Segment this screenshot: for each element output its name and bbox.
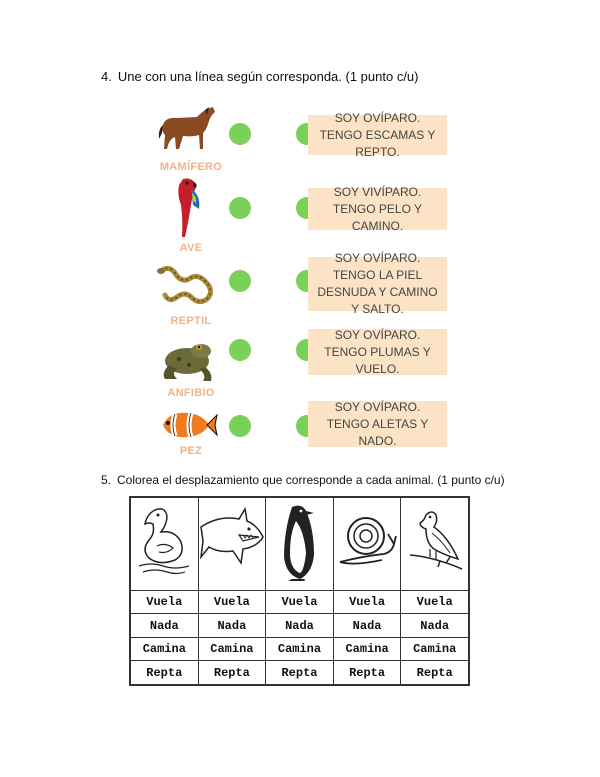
- animal-label: MAMÍFERO: [159, 161, 223, 173]
- match-row: [151, 103, 457, 173]
- locomotion-table: [129, 496, 470, 686]
- question-number: 4.: [101, 69, 112, 84]
- description-box: SOY OVÍPARO. TENGO ALETAS Y NADO.: [308, 401, 447, 447]
- snail-icon: [333, 498, 401, 591]
- option-cell[interactable]: Repta: [401, 661, 469, 685]
- parrot-icon: [155, 175, 219, 233]
- option-row-nada: [131, 614, 469, 638]
- match-dot-left[interactable]: [229, 415, 251, 437]
- option-cell[interactable]: Camina: [131, 637, 199, 661]
- animal-label: ANFIBIO: [167, 387, 215, 399]
- option-cell[interactable]: Nada: [131, 614, 199, 638]
- option-cell[interactable]: Repta: [266, 661, 334, 685]
- match-row: [151, 327, 457, 397]
- option-cell[interactable]: Nada: [333, 614, 401, 638]
- match-row: [151, 175, 457, 254]
- match-dot-left[interactable]: [229, 123, 251, 145]
- option-cell[interactable]: Repta: [131, 661, 199, 685]
- description-box: SOY OVÍPARO. TENGO LA PIEL DESNUDA Y CAMINO Y SALTO.: [308, 257, 447, 311]
- option-row-camina: [131, 637, 469, 661]
- question-instruction: Une con una línea según corresponda. (1 punto c/u): [117, 69, 419, 84]
- question-5-title: [101, 473, 505, 487]
- option-cell[interactable]: Vuela: [401, 590, 469, 614]
- animal-label: PEZ: [179, 445, 203, 457]
- animal-label: AVE: [179, 242, 203, 254]
- option-cell[interactable]: Nada: [266, 614, 334, 638]
- option-cell[interactable]: Vuela: [333, 590, 401, 614]
- horse-icon: [155, 103, 219, 161]
- match-dot-left[interactable]: [229, 270, 251, 292]
- description-box: SOY OVÍPARO. TENGO PLUMAS Y VUELO.: [308, 329, 447, 375]
- animal-label: REPTIL: [170, 315, 212, 327]
- matching-panel: [151, 95, 457, 462]
- question-4-title: [101, 69, 419, 84]
- option-cell[interactable]: Nada: [198, 614, 266, 638]
- option-cell[interactable]: Nada: [401, 614, 469, 638]
- match-dot-left[interactable]: [229, 197, 251, 219]
- question-number: 5.: [101, 473, 112, 487]
- duck-icon: [131, 498, 199, 591]
- description-box: SOY OVÍPARO. TENGO ESCAMAS Y REPTO.: [308, 115, 447, 155]
- match-dot-left[interactable]: [229, 339, 251, 361]
- animal-pictures-row: [131, 498, 469, 591]
- match-row: [151, 251, 457, 327]
- option-cell[interactable]: Repta: [333, 661, 401, 685]
- penguin-icon: [266, 498, 334, 591]
- option-cell[interactable]: Camina: [333, 637, 401, 661]
- bird-icon: [401, 498, 469, 591]
- shark-icon: [198, 498, 266, 591]
- option-cell[interactable]: Camina: [198, 637, 266, 661]
- match-row: [151, 399, 457, 469]
- option-cell[interactable]: Vuela: [131, 590, 199, 614]
- question-instruction: Colorea el desplazamiento que corresponde a cada animal. (1 punto c/u): [117, 473, 505, 487]
- option-cell[interactable]: Camina: [266, 637, 334, 661]
- option-cell[interactable]: Camina: [401, 637, 469, 661]
- option-cell[interactable]: Vuela: [198, 590, 266, 614]
- option-row-repta: [131, 661, 469, 685]
- option-cell[interactable]: Repta: [198, 661, 266, 685]
- option-cell[interactable]: Vuela: [266, 590, 334, 614]
- frog-icon: [155, 335, 219, 393]
- description-box: SOY VIVÍPARO. TENGO PELO Y CAMINO.: [308, 188, 447, 230]
- option-row-vuela: [131, 590, 469, 614]
- snake-icon: [155, 261, 219, 319]
